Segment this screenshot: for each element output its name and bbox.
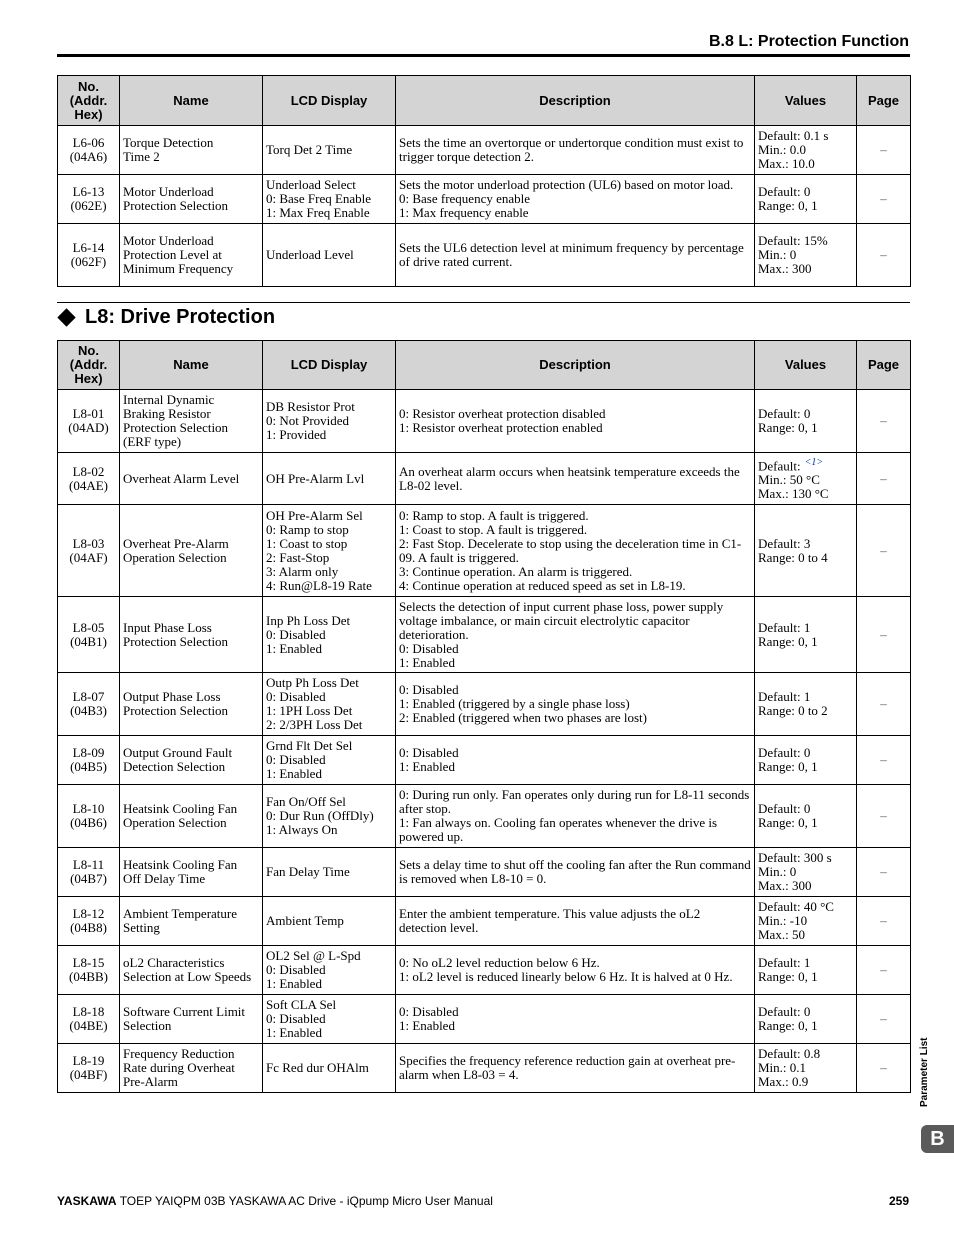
col-header-no: No. (Addr. Hex) bbox=[58, 76, 120, 126]
table-row bbox=[58, 736, 911, 785]
col-header-description: Description bbox=[396, 76, 755, 126]
section-rule bbox=[57, 302, 910, 303]
param-name: Motor Underload Protection Selection bbox=[120, 175, 263, 224]
param-lcd: Grnd Flt Det Sel 0: Disabled 1: Enabled bbox=[263, 736, 396, 785]
param-page: – bbox=[857, 673, 911, 736]
footer bbox=[57, 1194, 493, 1208]
param-no: L8-05 (04B1) bbox=[58, 597, 120, 673]
table-row bbox=[58, 453, 911, 505]
table-row bbox=[58, 946, 911, 995]
param-values: Default: 0 Range: 0, 1 bbox=[755, 785, 857, 848]
param-lcd: DB Resistor Prot 0: Not Provided 1: Provided bbox=[263, 390, 396, 453]
param-name: Motor Underload Protection Level at Minimum Frequency bbox=[120, 224, 263, 287]
table-row bbox=[58, 390, 911, 453]
col-header-page: Page bbox=[857, 76, 911, 126]
param-lcd: Inp Ph Loss Det 0: Disabled 1: Enabled bbox=[263, 597, 396, 673]
values-range: Min.: 50 °C Max.: 130 °C bbox=[758, 472, 829, 502]
param-name: Internal Dynamic Braking Resistor Protection Selection (ERF type) bbox=[120, 390, 263, 453]
param-no: L6-14 (062F) bbox=[58, 224, 120, 287]
table-row bbox=[58, 224, 911, 287]
footer-brand: YASKAWA bbox=[57, 1194, 117, 1208]
param-lcd: Fan On/Off Sel 0: Dur Run (OffDly) 1: Always On bbox=[263, 785, 396, 848]
param-name: Ambient Temperature Setting bbox=[120, 897, 263, 946]
param-description: Sets the motor underload protection (UL6) based on motor load. 0: Base frequency enable 1: Max frequency enable bbox=[396, 175, 755, 224]
param-no: L8-01 (04AD) bbox=[58, 390, 120, 453]
param-description: Specifies the frequency reference reduction gain at overheat pre-alarm when L8-03 = 4. bbox=[396, 1044, 755, 1093]
param-values: Default: 0 Range: 0, 1 bbox=[755, 175, 857, 224]
param-lcd: OH Pre-Alarm Lvl bbox=[263, 453, 396, 505]
col-header-values: Values bbox=[755, 76, 857, 126]
param-description: Sets the UL6 detection level at minimum frequency by percentage of drive rated current. bbox=[396, 224, 755, 287]
section-title-text: L8: Drive Protection bbox=[85, 306, 276, 328]
param-values: Default: 300 s Min.: 0 Max.: 300 bbox=[755, 848, 857, 897]
param-lcd: Outp Ph Loss Det 0: Disabled 1: 1PH Loss Det 2: 2/3PH Loss Det bbox=[263, 673, 396, 736]
col-header-lcd: LCD Display bbox=[263, 76, 396, 126]
param-description: 0: Disabled 1: Enabled bbox=[396, 995, 755, 1044]
param-page: – bbox=[857, 736, 911, 785]
param-name: Frequency Reduction Rate during Overheat Pre-Alarm bbox=[120, 1044, 263, 1093]
param-no: L8-07 (04B3) bbox=[58, 673, 120, 736]
param-no: L8-19 (04BF) bbox=[58, 1044, 120, 1093]
param-lcd: Ambient Temp bbox=[263, 897, 396, 946]
col-header-name: Name bbox=[120, 341, 263, 390]
footnote-ref[interactable]: <1> bbox=[804, 456, 824, 468]
col-header-values: Values bbox=[755, 341, 857, 390]
param-page: – bbox=[857, 224, 911, 287]
param-lcd: Underload Level bbox=[263, 224, 396, 287]
param-page: – bbox=[857, 597, 911, 673]
param-name: oL2 Characteristics Selection at Low Speeds bbox=[120, 946, 263, 995]
param-description: 0: No oL2 level reduction below 6 Hz. 1: oL2 level is reduced linearly below 6 Hz. It is halved at 0 Hz. bbox=[396, 946, 755, 995]
param-lcd: Torq Det 2 Time bbox=[263, 126, 396, 175]
diamond-bullet-icon bbox=[57, 308, 75, 326]
col-header-description: Description bbox=[396, 341, 755, 390]
param-name: Overheat Alarm Level bbox=[120, 453, 263, 505]
param-page: – bbox=[857, 175, 911, 224]
parameter-table-l8 bbox=[57, 340, 911, 1093]
param-name: Overheat Pre-Alarm Operation Selection bbox=[120, 505, 263, 597]
table-row bbox=[58, 785, 911, 848]
col-header-lcd: LCD Display bbox=[263, 341, 396, 390]
table-row bbox=[58, 505, 911, 597]
param-page: – bbox=[857, 1044, 911, 1093]
table-row bbox=[58, 597, 911, 673]
param-no: L6-06 (04A6) bbox=[58, 126, 120, 175]
col-header-name: Name bbox=[120, 76, 263, 126]
param-description: 0: Disabled 1: Enabled bbox=[396, 736, 755, 785]
values-default-label: Default: bbox=[758, 458, 801, 474]
side-label: Parameter List bbox=[919, 1037, 930, 1107]
col-header-page: Page bbox=[857, 341, 911, 390]
param-page: – bbox=[857, 848, 911, 897]
param-lcd: Underload Select 0: Base Freq Enable 1: Max Freq Enable bbox=[263, 175, 396, 224]
table-row bbox=[58, 897, 911, 946]
table-row bbox=[58, 1044, 911, 1093]
param-lcd: Fan Delay Time bbox=[263, 848, 396, 897]
param-no: L8-09 (04B5) bbox=[58, 736, 120, 785]
param-page: – bbox=[857, 897, 911, 946]
param-no: L6-13 (062E) bbox=[58, 175, 120, 224]
param-no: L8-12 (04B8) bbox=[58, 897, 120, 946]
param-page: – bbox=[857, 785, 911, 848]
param-values: Default: 15% Min.: 0 Max.: 300 bbox=[755, 224, 857, 287]
param-lcd: Soft CLA Sel 0: Disabled 1: Enabled bbox=[263, 995, 396, 1044]
table-row bbox=[58, 995, 911, 1044]
table-row bbox=[58, 673, 911, 736]
table-row bbox=[58, 126, 911, 175]
param-no: L8-15 (04BB) bbox=[58, 946, 120, 995]
param-values: Default: 0 Range: 0, 1 bbox=[755, 995, 857, 1044]
param-lcd: Fc Red dur OHAlm bbox=[263, 1044, 396, 1093]
section-header: B.8 L: Protection Function bbox=[709, 33, 909, 50]
param-page: – bbox=[857, 505, 911, 597]
param-values: Default: 0.1 s Min.: 0.0 Max.: 10.0 bbox=[755, 126, 857, 175]
param-no: L8-03 (04AF) bbox=[58, 505, 120, 597]
param-description: Sets a delay time to shut off the cooling fan after the Run command is removed when L8-10 = 0. bbox=[396, 848, 755, 897]
param-no: L8-11 (04B7) bbox=[58, 848, 120, 897]
param-description: 0: Ramp to stop. A fault is triggered. 1: Coast to stop. A fault is triggered. 2: Fast Stop. Decelerate to stop using the deceleration time in C1-09. A fault is triggered. 3: Continue operation. An alarm is triggered. 4: Continue operation at reduced speed as set in L8-19. bbox=[396, 505, 755, 597]
param-page: – bbox=[857, 126, 911, 175]
footer-text: TOEP YAIQPM 03B YASKAWA AC Drive - iQpump Micro User Manual bbox=[116, 1194, 493, 1208]
param-values: Default: 0 Range: 0, 1 bbox=[755, 736, 857, 785]
param-name: Software Current Limit Selection bbox=[120, 995, 263, 1044]
param-name: Input Phase Loss Protection Selection bbox=[120, 597, 263, 673]
param-no: L8-10 (04B6) bbox=[58, 785, 120, 848]
param-values: Default: 3 Range: 0 to 4 bbox=[755, 505, 857, 597]
param-description: Sets the time an overtorque or undertorque condition must exist to trigger torque detection 2. bbox=[396, 126, 755, 175]
param-values: Default: 0 Range: 0, 1 bbox=[755, 390, 857, 453]
param-name: Heatsink Cooling Fan Operation Selection bbox=[120, 785, 263, 848]
param-name: Output Phase Loss Protection Selection bbox=[120, 673, 263, 736]
param-page: – bbox=[857, 995, 911, 1044]
param-description: 0: Resistor overheat protection disabled 1: Resistor overheat protection enabled bbox=[396, 390, 755, 453]
param-name: Torque Detection Time 2 bbox=[120, 126, 263, 175]
param-lcd: OL2 Sel @ L-Spd 0: Disabled 1: Enabled bbox=[263, 946, 396, 995]
param-page: – bbox=[857, 453, 911, 505]
param-description: 0: During run only. Fan operates only during run for L8-11 seconds after stop. 1: Fan always on. Cooling fan operates whenever the drive is powered up. bbox=[396, 785, 755, 848]
param-no: L8-02 (04AE) bbox=[58, 453, 120, 505]
param-values: Default: 1 Range: 0, 1 bbox=[755, 946, 857, 995]
param-no: L8-18 (04BE) bbox=[58, 995, 120, 1044]
parameter-table-l6 bbox=[57, 75, 911, 287]
header-rule bbox=[57, 54, 910, 57]
table-row bbox=[58, 848, 911, 897]
param-values: Default: 40 °C Min.: -10 Max.: 50 bbox=[755, 897, 857, 946]
param-name: Output Ground Fault Detection Selection bbox=[120, 736, 263, 785]
col-header-no: No. (Addr. Hex) bbox=[58, 341, 120, 390]
param-description: 0: Disabled 1: Enabled (triggered by a single phase loss) 2: Enabled (triggered when two phases are lost) bbox=[396, 673, 755, 736]
appendix-tab[interactable]: B bbox=[921, 1125, 954, 1153]
param-description: Selects the detection of input current phase loss, power supply voltage imbalance, or main circuit electrolytic capacitor deterioration. 0: Disabled 1: Enabled bbox=[396, 597, 755, 673]
param-values: Default: 1 Range: 0 to 2 bbox=[755, 673, 857, 736]
param-values: Default: 1 Range: 0, 1 bbox=[755, 597, 857, 673]
param-page: – bbox=[857, 390, 911, 453]
param-name: Heatsink Cooling Fan Off Delay Time bbox=[120, 848, 263, 897]
param-description: An overheat alarm occurs when heatsink temperature exceeds the L8-02 level. bbox=[396, 453, 755, 505]
param-values: Default: 0.8 Min.: 0.1 Max.: 0.9 bbox=[755, 1044, 857, 1093]
param-values bbox=[755, 453, 857, 505]
param-page: – bbox=[857, 946, 911, 995]
page-number: 259 bbox=[888, 1194, 909, 1208]
param-description: Enter the ambient temperature. This value adjusts the oL2 detection level. bbox=[396, 897, 755, 946]
param-lcd: OH Pre-Alarm Sel 0: Ramp to stop 1: Coast to stop 2: Fast-Stop 3: Alarm only 4: Run@L8-19 Rate bbox=[263, 505, 396, 597]
section-title bbox=[57, 306, 275, 329]
table-row bbox=[58, 175, 911, 224]
